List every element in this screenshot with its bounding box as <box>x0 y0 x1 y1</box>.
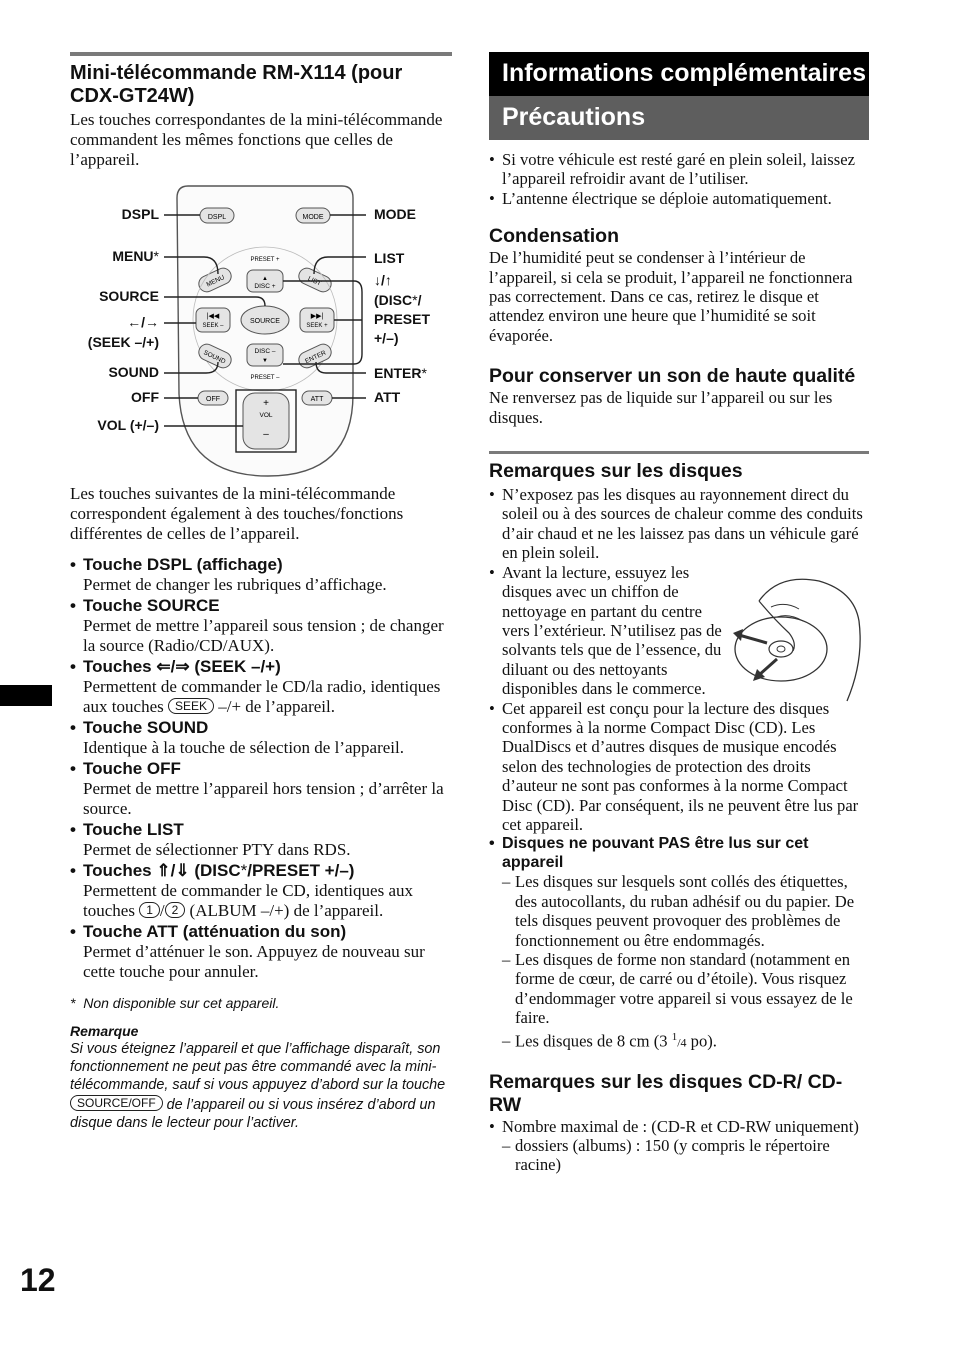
svg-text:SOUND: SOUND <box>202 349 227 366</box>
label-preset: PRESET <box>374 311 431 327</box>
page-number: 12 <box>20 1262 56 1298</box>
list-item: • L’antenne électrique se déploie automatiquement. <box>489 189 869 208</box>
label-enter: ENTER* <box>374 365 427 381</box>
cdr-sublist <box>489 1136 869 1175</box>
list-item: – dossiers (albums) : 150 (y compris le répertoire racine) <box>502 1136 869 1175</box>
label-disc-arrows: ↓/↑ <box>374 272 392 288</box>
key-title: • Touches ⇐/⇒ (SEEK –/+) <box>70 656 452 677</box>
key-1-glyph: 1 <box>139 902 160 918</box>
source-off-key-glyph: SOURCE/OFF <box>70 1095 163 1111</box>
svg-text:SOURCE: SOURCE <box>250 318 280 325</box>
svg-text:▼: ▼ <box>262 358 268 364</box>
chapter-banner: Informations complémentaires <box>489 52 869 96</box>
label-preset-range: +/–) <box>374 330 399 346</box>
note-text: Si vous éteignez l’appareil et que l’affichage disparaît, son fonctionnement ne peut pas être commandé avec la mini-télécommande, sauf si vous appuyez d’abord sur la touche SOURCE/OFF de l’appareil ou si vous insérez d’abord un disque dans le lecteur pour l’activer. <box>70 1041 446 1131</box>
key-desc: Identique à la touche de sélection de l’appareil. <box>83 738 404 757</box>
key-item <box>70 819 452 860</box>
key-desc: Permet d’atténuer le son. Appuyez de nouveau sur cette touche pour annuler. <box>83 942 425 981</box>
left-column <box>70 52 452 1132</box>
key-desc: Permet de mettre l’appareil sous tension ; de changer la source (Radio/CD/AUX). <box>83 616 444 655</box>
svg-text:SEEK –: SEEK – <box>202 323 224 329</box>
key-item <box>70 860 452 921</box>
key-title: • Touche SOURCE <box>70 595 452 616</box>
right-column <box>489 52 869 1175</box>
svg-text:SEEK +: SEEK + <box>306 323 328 329</box>
svg-text:▲: ▲ <box>262 276 268 282</box>
remote-intro-2: Les touches suivantes de la mini-télécommande correspondent également à des touches/fonctions différentes de celles de l’appareil. <box>70 484 404 543</box>
remote-section-title: Mini-télécommande RM-X114 (pour CDX-GT24W) <box>70 62 403 107</box>
condensation-text: De l’humidité peut se condenser à l’intérieur de l’appareil, si cela se produit, l’appareil ne fonctionnera pas correctement. Dans ce cas, retirez le disque et attendez environ une heure que l’humidité se soit évaporée. <box>489 248 853 345</box>
key-title: • Touche LIST <box>70 819 452 840</box>
remote-diagram <box>70 184 452 484</box>
seek-key-glyph: SEEK <box>168 698 214 714</box>
discs-heading: Remarques sur les disques <box>489 460 743 483</box>
precautions-list <box>489 150 869 208</box>
list-item: • Cet appareil est conçu pour la lecture des disques conformes à la norme Compact Disc (CD). Les DualDiscs et d’autres disques de musique encodés selon des technologies de protection des droits d’auteur ne sont pas conformes à la norme Compact Disc (CD). Par conséquent, ils ne peuvent être lus par cet appareil. <box>489 699 869 835</box>
label-mode: MODE <box>374 206 416 222</box>
svg-text:MENU: MENU <box>205 274 226 289</box>
key-title: • Touche ATT (atténuation du son) <box>70 921 452 942</box>
condensation-heading: Condensation <box>489 225 619 248</box>
list-item: – Les disques de forme non standard (notamment en forme de cœur, de carré ou d’étoile). Vous risquez d’endommager votre appareil si vous essayez de le faire. <box>502 950 869 1028</box>
list-item: • N’exposez pas les disques au rayonnement direct du soleil ou à des sources de chaleur comme des conduits d’air chaud et ne les laissez pas dans un véhicule garé en plein soleil. <box>489 485 869 563</box>
remote-intro: Les touches correspondantes de la mini-télécommande commandent les mêmes fonctions que celles de l’appareil. <box>70 110 443 169</box>
key-item <box>70 921 452 982</box>
section-rule <box>489 451 869 454</box>
key-title: • Touche SOUND <box>70 717 452 738</box>
label-off: OFF <box>131 389 159 405</box>
key-item <box>70 717 452 758</box>
key-list <box>70 554 452 982</box>
note-heading: Remarque <box>70 1023 139 1039</box>
list-item: • Si votre véhicule est resté garé en plein soleil, laissez l’appareil refroidir avant de l’utiliser. <box>489 150 869 189</box>
key-item <box>70 656 452 717</box>
label-dspl: DSPL <box>121 206 159 222</box>
svg-text:–: – <box>263 429 269 440</box>
label-att: ATT <box>374 389 401 405</box>
key-desc: Permettent de commander le CD/la radio, identiques aux touches SEEK –/+ de l’appareil. <box>83 677 441 716</box>
list-item: • Avant la lecture, essuyez les disques avec un chiffon de nettoyage en partant du centre vers l’extérieur. N’utilisez pas de solvants tels que de l’essence, du diluant ou des nettoyants disponibles dans le commerce. <box>489 563 722 699</box>
key-title: • Touche DSPL (affichage) <box>70 554 452 575</box>
seek-arrows-icon: ⇐/⇒ <box>156 657 190 676</box>
not-playable-list <box>489 872 869 1052</box>
svg-text:|◀◀: |◀◀ <box>206 313 220 320</box>
quality-heading: Pour conserver un son de haute qualité <box>489 365 856 388</box>
svg-text:MODE: MODE <box>302 214 324 221</box>
section-banner: Précautions <box>489 96 869 140</box>
cdr-list <box>489 1117 869 1136</box>
btn-dspl-text: DSPL <box>207 214 227 221</box>
cdr-heading: Remarques sur les disques CD-R/ CD-RW <box>489 1070 843 1116</box>
svg-text:ENTER: ENTER <box>304 349 328 366</box>
key-item <box>70 554 452 595</box>
key-title: • Touches ⇑/⇓ (DISC*/PRESET +/–) <box>70 860 452 881</box>
disc-cleaning-illustration <box>719 561 869 711</box>
label-list: LIST <box>374 250 405 266</box>
section-rule <box>70 52 452 56</box>
label-vol: VOL (+/–) <box>97 417 159 433</box>
disc-arrows-icon: ⇑/⇓ <box>156 861 190 880</box>
quality-text: Ne renversez pas de liquide sur l’appareil ou sur les disques. <box>489 388 833 427</box>
discs-block <box>489 485 869 1053</box>
list-item: • Disques ne pouvant PAS être lus sur cet appareil <box>489 834 869 872</box>
thumb-index-tab <box>0 685 52 706</box>
key-item <box>70 758 452 819</box>
svg-text:VOL: VOL <box>259 412 273 419</box>
label-menu: MENU* <box>112 248 159 264</box>
label-disc: (DISC*/ <box>374 292 422 308</box>
key-title: • Touche OFF <box>70 758 452 779</box>
label-source: SOURCE <box>99 288 159 304</box>
svg-text:PRESET +: PRESET + <box>250 257 280 263</box>
svg-text:DISC –: DISC – <box>254 348 276 355</box>
key-desc: Permet de mettre l’appareil hors tension ; d’arrêter la source. <box>83 779 444 818</box>
svg-text:▶▶|: ▶▶| <box>310 313 324 320</box>
svg-text:OFF: OFF <box>206 396 220 403</box>
footnote: * Non disponible sur cet appareil. <box>70 995 280 1011</box>
svg-text:LIST: LIST <box>306 275 323 288</box>
list-item: • Nombre maximal de : (CD-R et CD-RW uniquement) <box>489 1117 869 1136</box>
label-seek: (SEEK –/+) <box>87 334 159 350</box>
label-seek-arrows: ←/→ <box>127 314 159 330</box>
svg-text:DISC +: DISC + <box>254 283 276 290</box>
key-desc: Permettent de commander le CD, identiques aux touches 1 / 2 (ALBUM –/+) de l’appareil. <box>83 881 413 920</box>
svg-text:ATT: ATT <box>310 396 324 403</box>
label-sound: SOUND <box>108 364 159 380</box>
key-desc: Permet de sélectionner PTY dans RDS. <box>83 840 351 859</box>
list-item: – Les disques sur lesquels sont collés des étiquettes, des autocollants, du ruban adhésif ou du papier. De tels disques peuvent provoquer des problèmes de fonctionnement ou être endommagés. <box>502 872 869 950</box>
key-item <box>70 595 452 656</box>
svg-text:PRESET –: PRESET – <box>250 375 280 381</box>
svg-text:+: + <box>263 398 269 409</box>
key-2-glyph: 2 <box>165 902 186 918</box>
key-desc: Permet de changer les rubriques d’affichage. <box>83 575 387 594</box>
list-item: – Les disques de 8 cm (3 $^1$/4 po). <box>502 1028 869 1053</box>
